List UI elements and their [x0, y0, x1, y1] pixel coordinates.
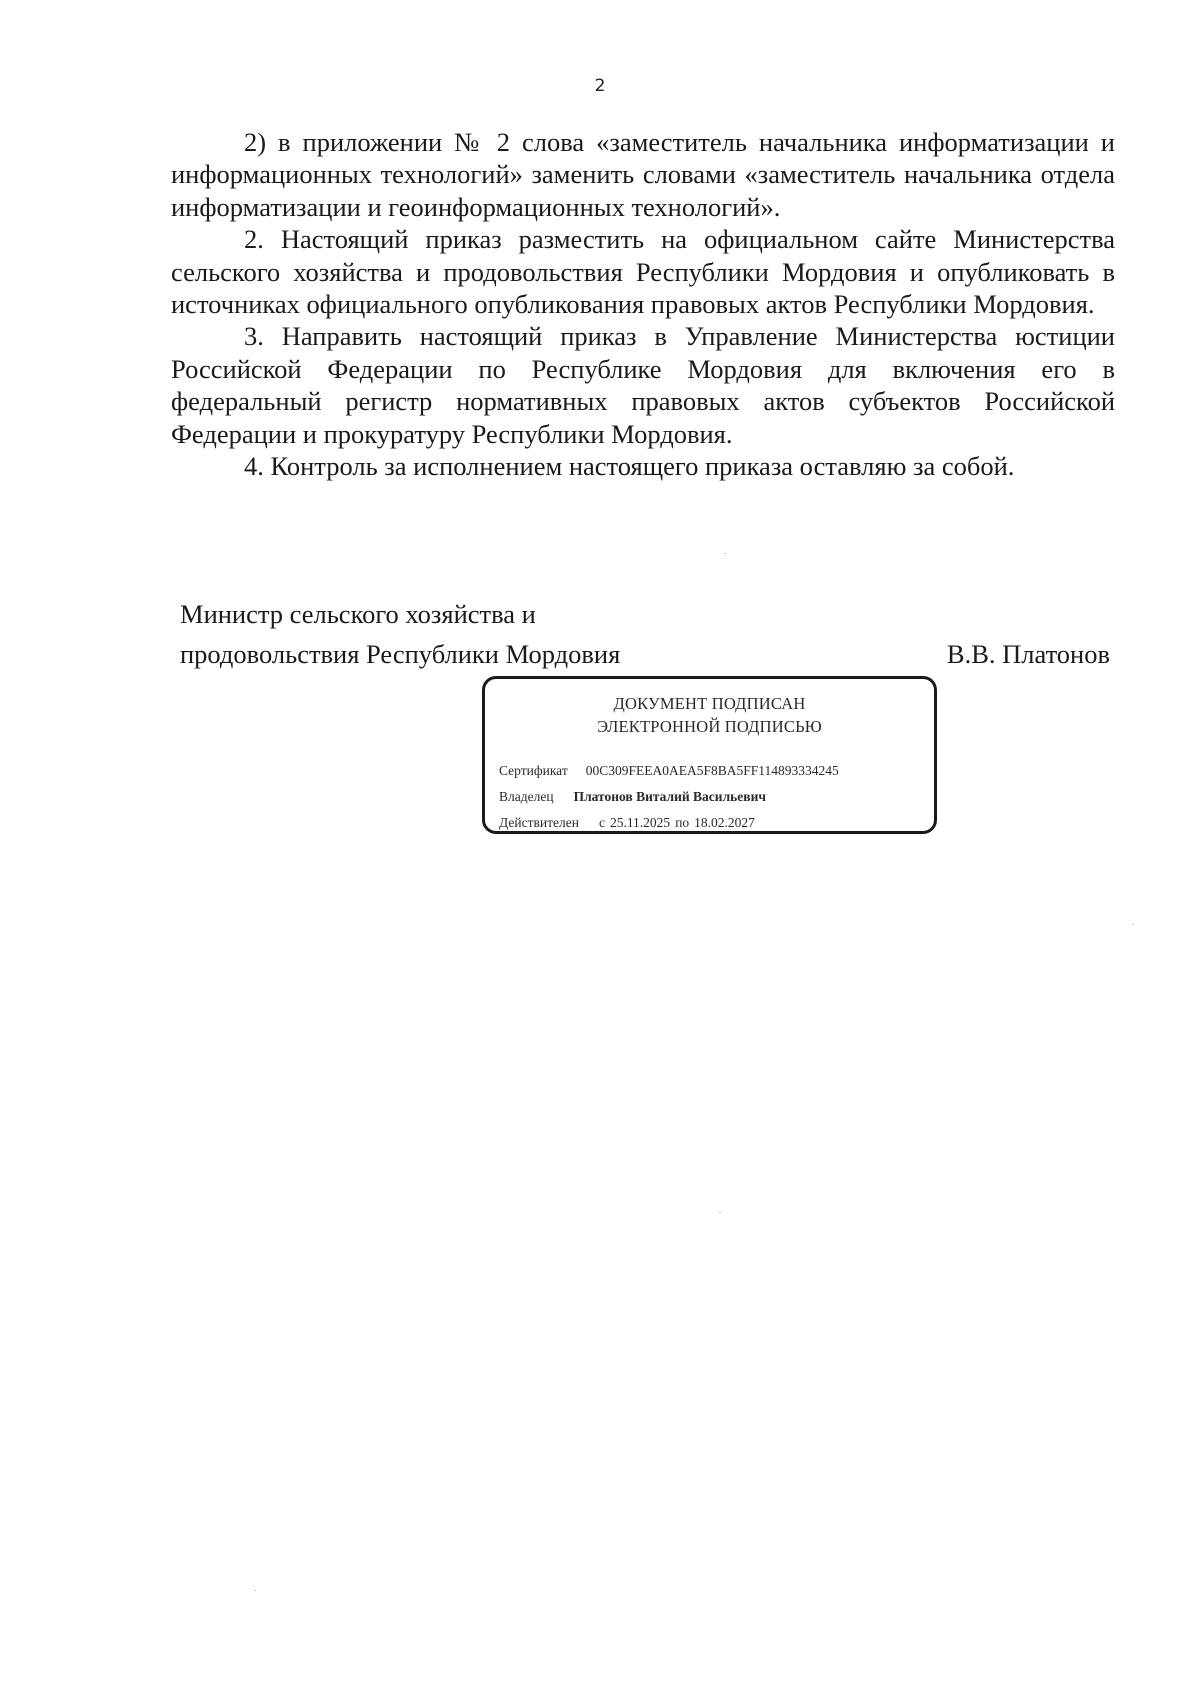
electronic-signature-stamp — [482, 676, 937, 834]
stamp-owner-label: Владелец — [499, 789, 554, 804]
paragraph-control: 4. Контроль за исполнением настоящего приказа оставляю за собой. — [244, 451, 1015, 482]
page-number: 2 — [594, 76, 606, 96]
scan-speck — [1132, 924, 1134, 925]
scan-speck — [724, 553, 726, 554]
stamp-validity-row — [499, 815, 755, 831]
stamp-heading — [485, 692, 934, 738]
stamp-heading-line-1: ДОКУМЕНТ ПОДПИСАН — [613, 694, 806, 713]
order-body — [171, 126, 1115, 482]
stamp-valid-from-prefix: с — [598, 815, 605, 830]
signature-block — [180, 594, 1110, 674]
stamp-valid-to-prefix: по — [675, 815, 690, 830]
stamp-heading-line-2: ЭЛЕКТРОННОЙ ПОДПИСЬЮ — [597, 717, 822, 736]
stamp-valid-from: 25.11.2025 — [609, 815, 671, 830]
paragraph-publication: 2. Настоящий приказ разместить на официальном сайте Министерства сельского хозяйства и продовольствия Республики Мордовия и опубликовать в источниках официального опубликования правовых актов Республики Мордовия. — [171, 224, 1115, 320]
scan-speck — [254, 1590, 256, 1591]
paragraph-registration: 3. Направить настоящий приказ в Управление Министерства юстиции Российской Федерации по Республике Мордовия для включения его в федеральный регистр нормативных правовых актов субъектов Российской Федерации и прокуратуру Республики Мордовия. — [171, 321, 1115, 449]
stamp-valid-to: 18.02.2027 — [694, 815, 755, 830]
stamp-certificate-label: Сертификат — [499, 763, 568, 778]
paragraph-amendment: 2) в приложении № 2 слова «заместитель начальника информатизации и информационных технологий» заменить словами «заместитель начальника отдела информатизации и геоинформационных технологий». — [171, 127, 1115, 222]
stamp-certificate-row — [499, 763, 839, 779]
signer-title-line-1: Министр сельского хозяйства и — [180, 599, 536, 629]
stamp-certificate-value: 00C309FEEA0AEA5F8BA5FF114893334245 — [585, 763, 839, 778]
signer-title-line-2: продовольствия Республики Мордовия — [180, 639, 621, 669]
scan-speck — [719, 1212, 721, 1213]
stamp-valid-label: Действителен — [499, 815, 579, 830]
stamp-owner-value: Платонов Виталий Васильевич — [573, 789, 766, 804]
stamp-owner-row — [499, 789, 766, 805]
signer-name: В.В. Платонов — [946, 639, 1110, 669]
